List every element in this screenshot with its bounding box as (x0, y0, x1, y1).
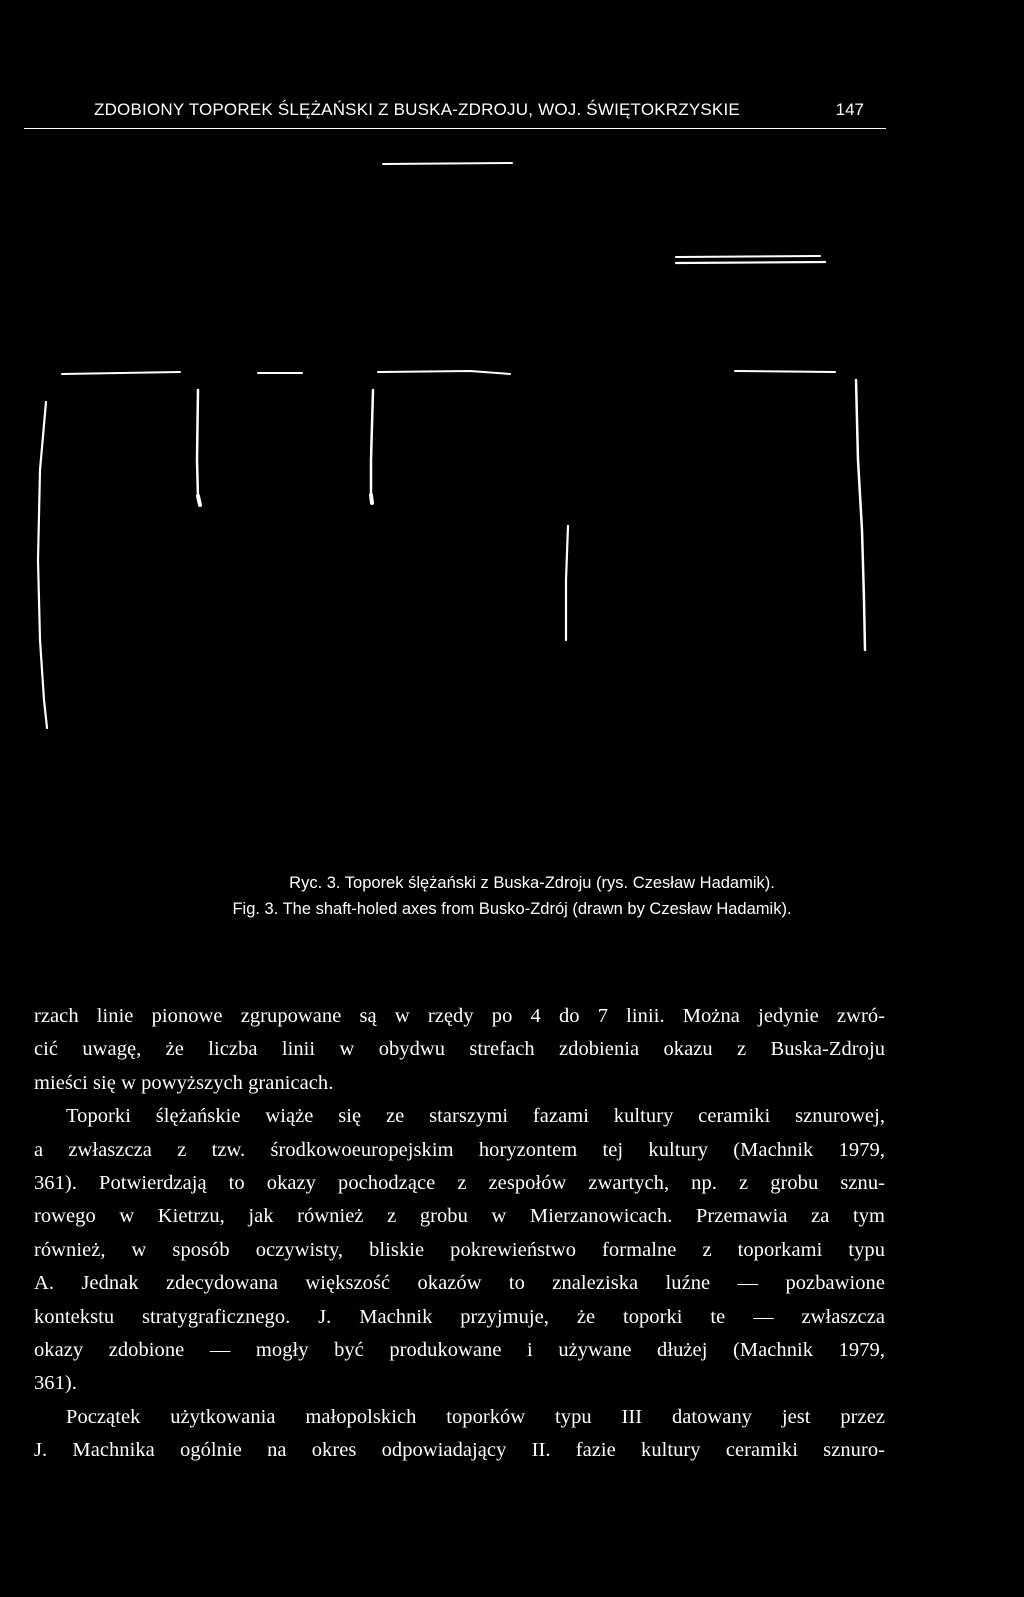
text-line: 361). (34, 1372, 77, 1395)
text-line: Toporki ślężańskie wiąże się ze starszymi fazami kultury ceramiki sznurowej, (66, 1105, 885, 1128)
drawing-line (38, 402, 47, 728)
drawing-line (197, 390, 198, 498)
text-line: również, w sposób oczywisty, bliskie pokrewieństwo formalne z toporkami typu (34, 1238, 885, 1261)
drawing-line (856, 380, 865, 650)
text-line: cić uwagę, że liczba linii w obydwu strefach zdobienia okazu z Buska-Zdroju (34, 1038, 885, 1061)
figure-caption-polish: Ryc. 3. Toporek ślężański z Buska-Zdroju (rys. Czesław Hadamik). (289, 874, 775, 892)
text-line: okazy zdobione — mogły być produkowane i używane dłużej (Machnik 1979, (34, 1338, 885, 1361)
text-line: kontekstu stratygraficznego. J. Machnik przyjmuje, że toporki te — zwłaszcza (34, 1305, 885, 1328)
drawing-line (566, 526, 568, 640)
text-line: rowego w Kietrzu, jak również z grobu w Mierzanowicach. Przemawia za tym (34, 1205, 885, 1228)
drawing-line (383, 163, 512, 164)
text-line: 361). Potwierdzają to okazy pochodzące z zespołów zwartych, np. z grobu sznu- (34, 1171, 885, 1194)
page-number: 147 (835, 100, 864, 119)
text-line: J. Machnika ogólnie na okres odpowiadający II. fazie kultury ceramiki sznuro- (34, 1439, 885, 1462)
text-line: Początek użytkowania małopolskich toporków typu III datowany jest przez (66, 1405, 885, 1428)
text-line: a zwłaszcza z tzw. środkowoeuropejskim horyzontem tej kultury (Machnik 1979, (34, 1138, 885, 1161)
drawing-line (676, 262, 825, 263)
figure-caption-english: Fig. 3. The shaft-holed axes from Busko-Zdrój (drawn by Czesław Hadamik). (232, 900, 792, 918)
drawing-line (371, 495, 372, 503)
running-header-title: ZDOBIONY TOPOREK ŚLĘŻAŃSKI Z BUSKA-ZDROJU, WOJ. ŚWIĘTOKRZYSKIE (94, 100, 740, 119)
text-line: mieści się w powyższych granicach. (34, 1071, 334, 1094)
body-text (34, 1000, 885, 1467)
axe-drawing-fragments (0, 140, 1024, 740)
drawing-line (62, 372, 180, 374)
drawing-line (735, 371, 835, 372)
drawing-line (378, 371, 510, 374)
text-line: A. Jednak zdecydowana większość okazów to znaleziska luźne — pozbawione (34, 1272, 885, 1295)
text-line: rzach linie pionowe zgrupowane są w rzędy po 4 do 7 linii. Można jedynie zwró- (34, 1005, 885, 1027)
drawing-line (676, 256, 820, 257)
figure-axe-drawing (0, 140, 1024, 740)
drawing-line (371, 390, 373, 500)
drawing-line (198, 496, 200, 505)
running-header (24, 98, 886, 129)
